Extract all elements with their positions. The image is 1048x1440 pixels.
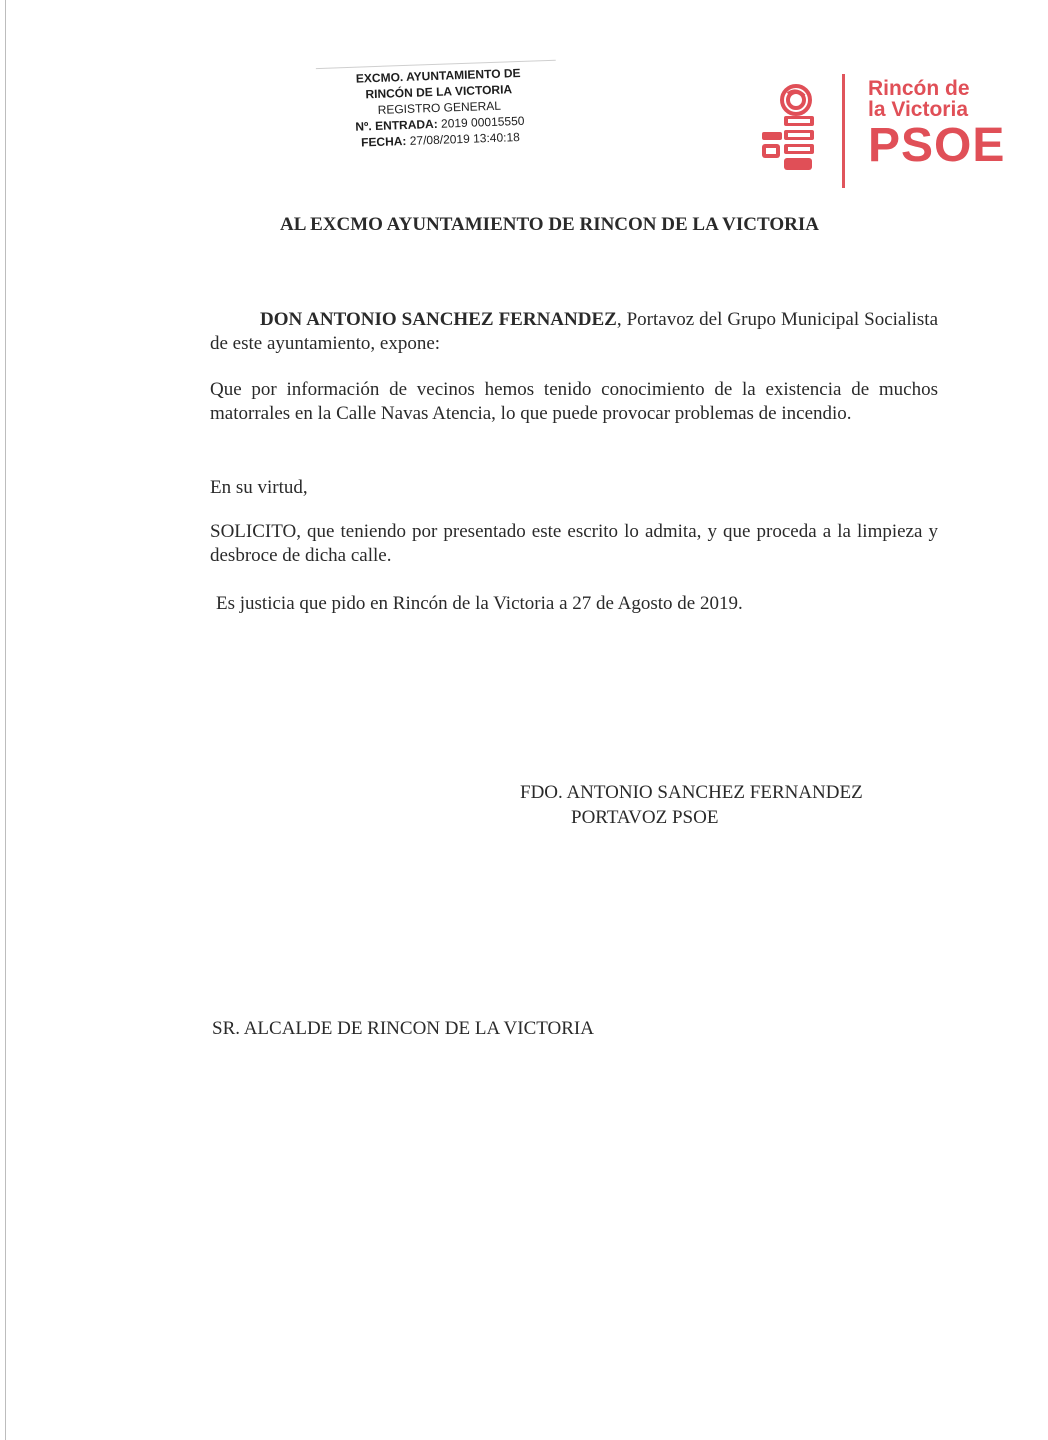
- scan-edge-line: [5, 0, 6, 1440]
- signature-block: [520, 780, 863, 830]
- signature-name: FDO. ANTONIO SANCHEZ FERNANDEZ: [520, 782, 863, 803]
- intro-paragraph: [210, 308, 938, 356]
- virtud-paragraph: En su virtud,: [210, 477, 308, 498]
- stamp-entry-label: Nº. ENTRADA:: [355, 116, 438, 134]
- logo-place-line-1: Rincón de: [868, 77, 970, 100]
- expose-paragraph: Que por información de vecinos hemos tenido conocimiento de la existencia de muchos matorrales en la Calle Navas Atencia, lo que puede provocar problemas de incendio.: [210, 379, 938, 424]
- stamp-line-3: REGISTRO GENERAL: [377, 98, 502, 117]
- logo-place-line-2: la Victoria: [868, 98, 968, 121]
- psoe-logo: [756, 72, 1006, 192]
- document-heading: AL EXCMO AYUNTAMIENTO DE RINCON DE LA VICTORIA: [280, 214, 819, 235]
- intro-name: DON ANTONIO SANCHEZ FERNANDEZ: [260, 309, 617, 330]
- registry-stamp: [318, 64, 561, 164]
- stamp-date-label: FECHA:: [360, 133, 407, 150]
- logo-divider: [842, 74, 845, 188]
- stamp-entry-value: 2019 00015550: [440, 113, 525, 131]
- logo-text: [868, 78, 1005, 172]
- addressee-line: SR. ALCALDE DE RINCON DE LA VICTORIA: [212, 1018, 594, 1039]
- logo-party-name: PSOE: [868, 119, 1006, 172]
- justicia-paragraph: Es justicia que pido en Rincón de la Victoria a 27 de Agosto de 2019.: [216, 593, 743, 614]
- stamp-date-value: 27/08/2019 13:40:18: [409, 130, 521, 148]
- signature-role: PORTAVOZ PSOE: [571, 807, 719, 828]
- stamp-line-1: EXCMO. AYUNTAMIENTO DE: [355, 65, 521, 86]
- solicito-paragraph: SOLICITO, que teniendo por presentado este escrito lo admita, y que proceda a la limpieza y desbroce de dicha calle.: [210, 521, 938, 566]
- intro-rest: , Portavoz del Grupo Municipal Socialista de este ayuntamiento, expone:: [210, 309, 938, 354]
- rose-fist-icon: [758, 82, 828, 182]
- stamp-line-2: RINCÓN DE LA VICTORIA: [365, 82, 513, 102]
